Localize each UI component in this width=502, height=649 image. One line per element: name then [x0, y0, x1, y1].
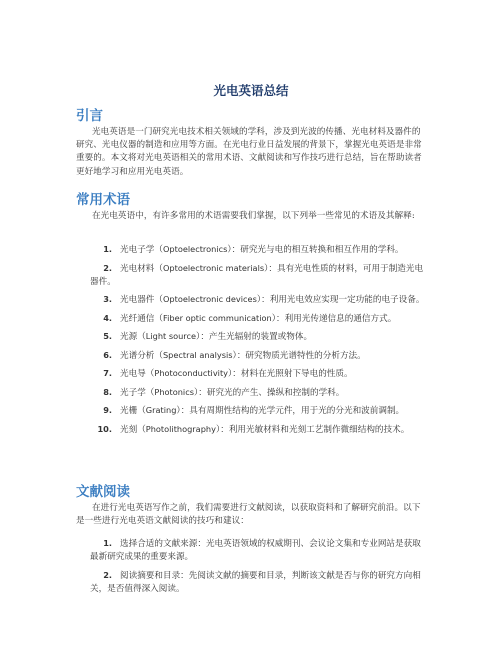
terms-list	[76, 243, 426, 441]
reading-tips-list	[76, 537, 426, 600]
list-item: 8. 光子学（Photonics）：研究光的产生、操纵和控制的学科。	[103, 386, 345, 398]
list-item: 7. 光电导（Photoconductivity）：材料在光照射下导电的性质。	[103, 368, 353, 380]
list-item: 3. 光电器件（Optoelectronic devices）：利用光电效应实现一定功能的电子设备。	[103, 294, 425, 306]
list-item: 10. 光刻（Photolithography）：利用光敏材料和光刻工艺制作微细结构的技术。	[97, 423, 410, 435]
list-item: 2. 阅读摘要和目录：先阅读文献的摘要和目录，判断该文献是否与你的研究方向相关，是否值得深入阅读。	[90, 569, 421, 594]
list-item: 2. 光电材料（Optoelectronic materials）：具有光电性质的材料，可用于制造光电器件。	[90, 262, 424, 287]
list-item: 9. 光栅（Grating）：具有周期性结构的光学元件，用于光的分光和波前调制。	[103, 405, 405, 417]
list-item: 1. 光电子学（Optoelectronics）：研究光与电的相互转换和相互作用的学科。	[103, 244, 404, 255]
section-heading-terms: 常用术语	[76, 192, 130, 208]
section-heading-intro: 引言	[76, 108, 103, 124]
intro-paragraph: 光电英语是一门研究光电技术相关领域的学科，涉及到光波的传播、光电材料及器件的研究、光电仪器的制造和应用等方面。在光电行业日益发展的背景下，掌握光电英语是非常重要的。本文将对光电英语相关的常用术语、文献阅读和写作技巧进行总结，旨在帮助读者更好地学习和应用光电英语。	[76, 127, 422, 177]
terms-intro-paragraph: 在光电英语中，有许多常用的术语需要我们掌握，以下列举一些常见的术语及其解释:	[92, 211, 415, 221]
section-heading-reading: 文献阅读	[76, 484, 130, 500]
reading-intro-paragraph: 在进行光电英语写作之前，我们需要进行文献阅读，以获取资料和了解研究前沿。以下是一些进行光电英语文献阅读的技巧和建议：	[76, 503, 421, 527]
list-item: 6. 光谱分析（Spectral analysis）：研究物质光谱特性的分析方法。	[103, 349, 366, 361]
list-item: 4. 光纤通信（Fiber optic communication）：利用光传递信息的通信方式。	[103, 312, 397, 324]
document-title: 光电英语总结	[213, 83, 289, 98]
list-item: 5. 光源（Light source）：产生光辐射的装置或物体。	[103, 331, 313, 343]
list-item: 1. 选择合适的文献来源：光电英语领域的权威期刊、会议论文集和专业网站是获取最新研究成果的重要来源。	[90, 538, 421, 563]
